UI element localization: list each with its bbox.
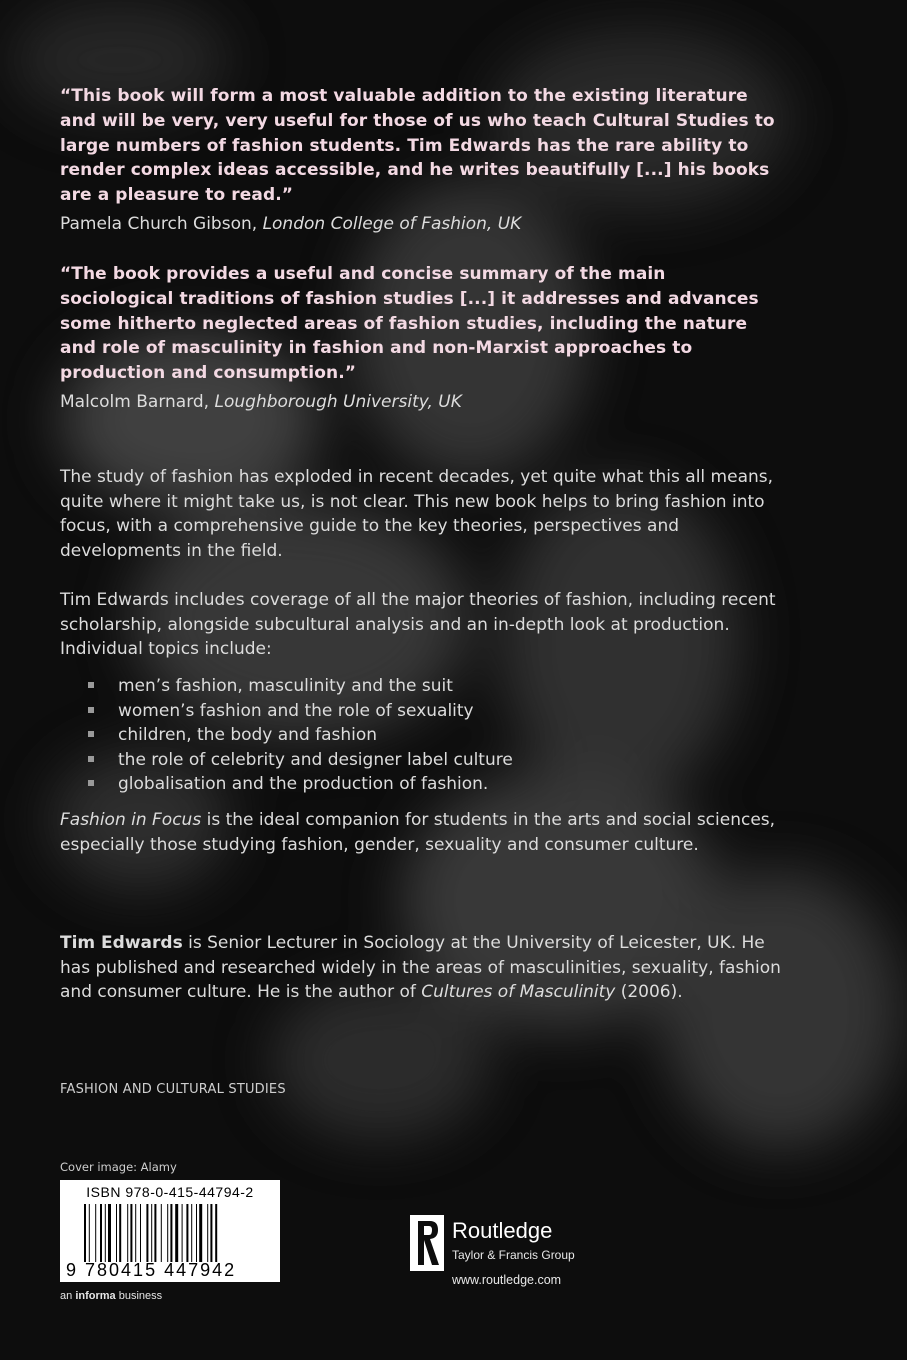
barcode-bar <box>186 1204 188 1262</box>
barcode-bar <box>140 1204 141 1262</box>
isbn-barcode <box>60 1180 280 1282</box>
author-book-title: Cultures of Masculinity <box>421 982 616 1003</box>
list-item: the role of celebrity and designer label culture <box>60 748 513 773</box>
isbn-digits: 9 780415 447942 <box>66 1260 237 1280</box>
barcode-bar <box>151 1204 152 1262</box>
bullet-icon <box>88 756 94 762</box>
barcode-bars <box>84 1204 256 1262</box>
barcode-bar <box>199 1204 202 1262</box>
barcode-bar <box>146 1204 148 1262</box>
review-attribution-2 <box>60 390 462 414</box>
barcode-bar <box>215 1204 217 1262</box>
reviewer-name: Pamela Church Gibson, <box>60 214 258 234</box>
publisher-name: Routledge <box>452 1218 553 1243</box>
barcode-bar <box>95 1204 96 1262</box>
author-name: Tim Edwards <box>60 933 183 953</box>
publisher-group: Taylor & Francis Group <box>452 1248 575 1262</box>
barcode-bar <box>191 1204 192 1262</box>
barcode-bar <box>210 1204 212 1262</box>
book-title: Fashion in Focus <box>60 810 202 830</box>
isbn-label: ISBN 978-0-415-44794-2 <box>86 1184 254 1200</box>
barcode-bar <box>135 1204 136 1262</box>
barcode-bar <box>154 1204 156 1262</box>
barcode-bar <box>130 1204 132 1262</box>
barcode-bar <box>127 1204 128 1262</box>
routledge-logo-icon <box>410 1215 444 1271</box>
topics-list <box>60 674 513 797</box>
barcode-bar <box>182 1204 183 1262</box>
review-attribution-1 <box>60 212 521 236</box>
reviewer-name: Malcolm Barnard, <box>60 392 210 412</box>
bullet-icon <box>88 731 94 737</box>
review-quote-2: “The book provides a useful and concise summary of the main sociological traditions of fashion studies [...] it addresses and advances some hitherto neglected areas of fashion studies, including the nature and role of masculinity in fashion and non-Marxist approaches to production and consumption.” <box>60 264 759 384</box>
barcode-bar <box>207 1204 208 1262</box>
barcode-bar <box>108 1204 111 1262</box>
blurb-coverage: Tim Edwards includes coverage of all the major theories of fashion, including recent scholarship, alongside subcultural analysis and an in-depth look at production. Individual topics include: <box>60 590 776 660</box>
list-item: globalisation and the production of fashion. <box>60 772 513 797</box>
bullet-icon <box>88 707 94 713</box>
review-quote-1: “This book will form a most valuable addition to the existing literature and will be very, very useful for those of us who teach Cultural Studies to large numbers of fashion students. Tim Edwards has the rare ability to render complex ideas accessible, and he writes beautifully [...] his books are a pleasure to read.” <box>60 86 775 206</box>
list-item: children, the body and fashion <box>60 723 513 748</box>
author-bio: Tim Edwards is Senior Lecturer in Sociology at the University of Leicester, UK. He has published and researched widely in the areas of masculinities, sexuality, fashion and consumer culture. He is the author of Cultures of Masculinity (2006). <box>60 933 781 1003</box>
barcode-bar <box>89 1204 90 1262</box>
list-item: men’s fashion, masculinity and the suit <box>60 674 513 699</box>
barcode-bar <box>196 1204 197 1262</box>
reviewer-affiliation: Loughborough University, UK <box>214 392 462 412</box>
publisher-url[interactable]: www.routledge.com <box>452 1273 562 1287</box>
informa-tagline: an informa business <box>60 1290 163 1302</box>
barcode-bar <box>105 1204 106 1262</box>
barcode-bar <box>175 1204 178 1262</box>
series-label: FASHION AND CULTURAL STUDIES <box>60 1082 286 1097</box>
blurb-intro: The study of fashion has exploded in recent decades, yet quite what this all means, quite where it might take us, is not clear. This new book helps to bring fashion into focus, with a comprehensive guide to the key theories, perspectives and developments in the field. <box>60 467 774 561</box>
barcode-bar <box>116 1204 117 1262</box>
barcode-bar <box>167 1204 168 1262</box>
barcode-bar <box>119 1204 121 1262</box>
barcode-bar <box>100 1204 102 1262</box>
reviewer-affiliation: London College of Fashion, UK <box>262 214 522 234</box>
blurb-closing: Fashion in Focus is the ideal companion for students in the arts and social sciences, especially those studying fashion, gender, sexuality and consumer culture. <box>60 810 776 855</box>
bullet-icon <box>88 780 94 786</box>
barcode-bar <box>170 1204 172 1262</box>
barcode-bar <box>84 1204 86 1262</box>
barcode-bar <box>161 1204 162 1262</box>
bullet-icon <box>88 682 94 688</box>
cover-credit: Cover image: Alamy <box>60 1160 177 1174</box>
list-item: women’s fashion and the role of sexuality <box>60 699 513 724</box>
